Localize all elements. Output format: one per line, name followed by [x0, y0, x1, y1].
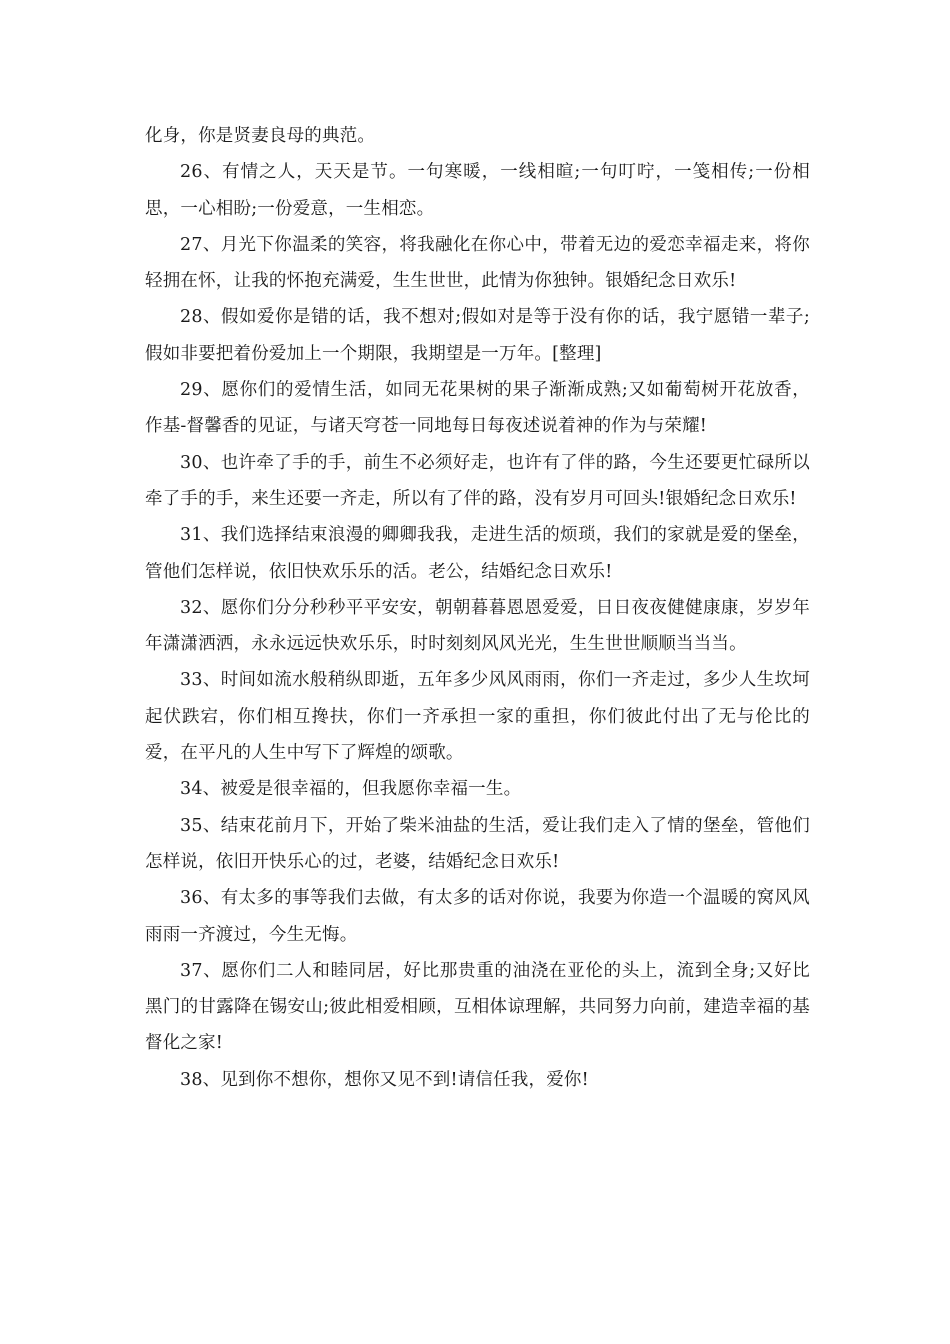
- paragraph-34: 34、被爱是很幸福的，但我愿你幸福一生。: [180, 779, 522, 800]
- paragraph-32: 32、愿你们分分秒秒平平安安，朝朝暮暮恩恩爱爱，日日夜夜健健康康，岁岁年年潇潇洒洒，永永远远快欢乐乐，时时刻刻风风光光，生生世世顺顺当当当。: [145, 597, 810, 655]
- paragraph-29: 29、愿你们的爱情生活，如同无花果树的果子渐渐成熟;又如葡萄树开花放香，作基-督馨香的见证，与诸天穹苍一同地每日每夜述说着神的作为与荣耀!: [145, 380, 810, 437]
- paragraph-38: 38、见到你不想你，想你又见不到!请信任我，爱你!: [180, 1069, 589, 1090]
- paragraph-30: 30、也许牵了手的手，前生不必须好走，也许有了伴的路，今生还要更忙碌所以牵了手的手，来生还要一齐走，所以有了伴的路，没有岁月可回头!银婚纪念日欢乐!: [145, 452, 810, 509]
- paragraph-27: 27、月光下你温柔的笑容，将我融化在你心中，带着无边的爱恋幸福走来，将你轻拥在怀，让我的怀抱充满爱，生生世世，此情为你独钟。银婚纪念日欢乐!: [145, 234, 810, 292]
- paragraph-continuation: 化身，你是贤妻良母的典范。: [145, 126, 376, 146]
- paragraph-35: 35、结束花前月下，开始了柴米油盐的生活，爱让我们走入了情的堡垒，管他们怎样说，依旧开快乐心的过，老婆，结婚纪念日欢乐!: [145, 815, 810, 872]
- document-body: [145, 118, 810, 1098]
- paragraph-33: 33、时间如流水般稍纵即逝，五年多少风风雨雨，你们一齐走过，多少人生坎坷起伏跌宕，你们相互搀扶，你们一齐承担一家的重担，你们彼此付出了无与伦比的爱，在平凡的人生中写下了辉煌的颂歌。: [145, 670, 810, 764]
- paragraph-28: 28、假如爱你是错的话，我不想对;假如对是等于没有你的话，我宁愿错一辈子;假如非要把着份爱加上一个期限，我期望是一万年。[整理]: [145, 307, 810, 364]
- paragraph-26: 26、有情之人，天天是节。一句寒暖，一线相暄;一句叮咛，一笺相传;一份相思，一心相盼;一份爱意，一生相恋。: [145, 162, 810, 219]
- paragraph-31: 31、我们选择结束浪漫的卿卿我我，走进生活的烦琐，我们的家就是爱的堡垒，管他们怎样说，依旧快欢乐乐的活。老公，结婚纪念日欢乐!: [145, 525, 810, 582]
- paragraph-36: 36、有太多的事等我们去做，有太多的话对你说，我要为你造一个温暖的窝风风雨雨一齐渡过，今生无悔。: [145, 888, 810, 945]
- paragraph-37: 37、愿你们二人和睦同居，好比那贵重的油浇在亚伦的头上，流到全身;又好比黑门的甘露降在锡安山;彼此相爱相顾，互相体谅理解，共同努力向前，建造幸福的基督化之家!: [145, 960, 810, 1054]
